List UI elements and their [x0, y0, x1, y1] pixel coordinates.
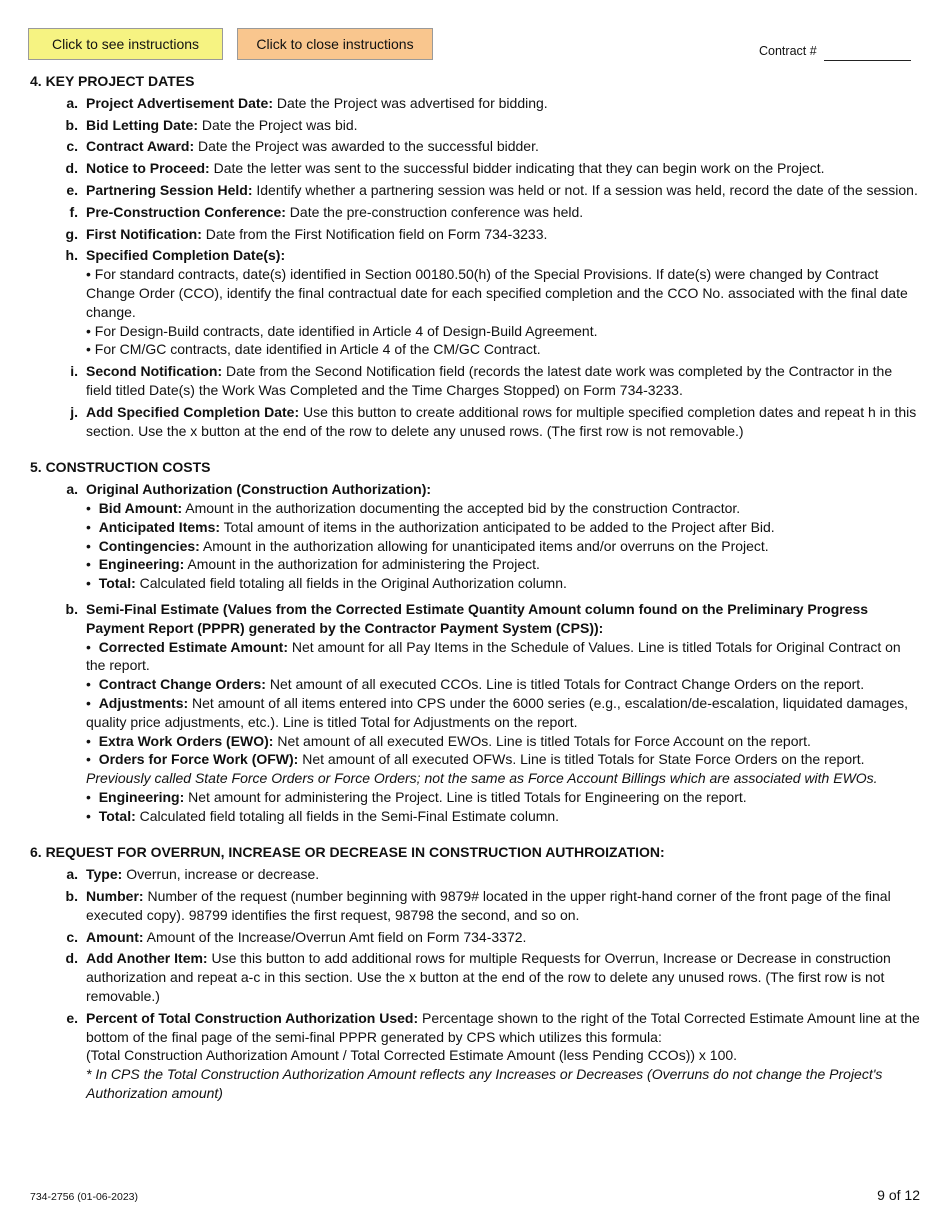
bullet-item: • Engineering: Amount in the authorization for administering the Project. — [86, 556, 540, 573]
bullet-item: • Contract Change Orders: Net amount of all executed CCOs. Line is titled Totals for Contract Change Orders on the report. — [86, 676, 865, 693]
page-number: 9 of 12 — [877, 1187, 920, 1203]
list-item: j. Add Specified Completion Date: Use this button to create additional rows for multiple specified completion dates and repeat h in this section. Use the x button at the end of the row to delete any unused rows. (The first row is not removable.) — [70, 403, 917, 439]
list-item: e. Partnering Session Held: Identify whether a partnering session was held or not. If a session was held, record the date of the session. — [66, 181, 918, 198]
contract-label: Contract # — [759, 44, 817, 58]
section-title: 6. REQUEST FOR OVERRUN, INCREASE OR DECREASE IN CONSTRUCTION AUTHROIZATION: — [30, 844, 665, 861]
section-title: 4. KEY PROJECT DATES — [30, 73, 195, 89]
list-item: d. Notice to Proceed: Date the letter was sent to the successful bidder indicating that they can begin work on the Project. — [65, 160, 825, 177]
bullet-item: • Adjustments: Net amount of all items entered into CPS under the 6000 series (e.g., escalation/de-escalation, liquidated damages, quality price adjustments, etc.). Line is titled Total for Adjustments on the report. — [86, 694, 909, 730]
formula: (Total Construction Authorization Amount / Total Corrected Estimate Amount (less Pending CCOs)) x 100. — [86, 1047, 738, 1064]
bullet-item: • Corrected Estimate Amount: Net amount for all Pay Items in the Schedule of Values. Line is titled Totals for Original Contract on the report. — [86, 638, 901, 674]
bullet-item: • Orders for Force Work (OFW): Net amount of all executed OFWs. Line is titled Totals for State Force Orders on the report. — [86, 751, 865, 768]
section-title: 5. CONSTRUCTION COSTS — [30, 459, 211, 476]
list-item: b. Bid Letting Date: Date the Project was bid. — [65, 116, 358, 133]
list-item: e. Percent of Total Construction Authorization Used: Percentage shown to the right of the Total Corrected Estimate Amount line at the bottom of the final page of the semi-final PPPR generated by CPS which utilizes this formula: (Total Construction Authorization Amount / Total Corrected Estimate Amount (less Pending CCOs)) x 100. * In CPS the Total Construction Authorization Amount reflects any Increases or Decreases (Overruns do not change the Project's Authorization amount) — [66, 1009, 920, 1102]
list-item: i. Second Notification: Date from the Second Notification field (records the latest date work was completed by the Contractor in the field titled Date(s) the Work Was Completed and the Time Charges Stopped) on Form 734-3233. — [70, 363, 893, 398]
bullet-item: • Anticipated Items: Total amount of items in the authorization anticipated to be added to the Project after Bid. — [86, 518, 775, 535]
close-instructions-button[interactable]: Click to close instructions — [237, 28, 433, 60]
form-number: 734-2756 (01-06-2023) — [30, 1191, 138, 1203]
list-item: b. Number: Number of the request (number beginning with 9879# located in the upper right-hand corner of the front page of the final executed copy). 98799 identifies the first request, 98798 the second, and so on. — [65, 888, 891, 923]
bullet-item: • Bid Amount: Amount in the authorization documenting the accepted bid by the construction Contractor. — [86, 499, 741, 516]
list-item: f. Pre-Construction Conference: Date the pre-construction conference was held. — [69, 203, 584, 220]
italic-note: Previously called State Force Orders or Force Orders; not the same as Force Account Billings which are associated with EWOs. — [86, 770, 878, 787]
section-key-project-dates — [30, 72, 920, 440]
list-item: d. Add Another Item: Use this button to add additional rows for multiple Requests for Overrun, Increase or Decrease in construction authorization and repeat a-c in this section. Use the x button at the end of the row to delete any unused rows. (The first row is not removable.) — [65, 950, 891, 1005]
list-item: a. Original Authorization (Construction Authorization): • Bid Amount: Amount in the authorization documenting the accepted bid by the construction Contractor. • Anticipated Items: Total amount of items in the authorization anticipated to be added to the Project after Bid. • Contingencies: Amount in the authorization allowing for unanticipated items and/or overruns on the Project. • Engineering: Amount in the authorization for administering the Project. • Total: Calculated field totaling all fields in the Original Authorization column. — [30, 480, 920, 593]
bullet-item: • Total: Calculated field totaling all fields in the Semi-Final Estimate column. — [86, 807, 560, 824]
bullet-item: • Extra Work Orders (EWO): Net amount of all executed EWOs. Line is titled Totals for Force Account on the report. — [86, 732, 811, 749]
bullet-item: • Contingencies: Amount in the authorization allowing for unanticipated items and/or overruns on the Project. — [86, 537, 769, 554]
list-item: a. Type: Overrun, increase or decrease. — [66, 866, 320, 883]
list-item: g. First Notification: Date from the First Notification field on Form 734-3233. — [65, 225, 548, 242]
list-item: a. Project Advertisement Date: Date the Project was advertised for bidding. — [66, 94, 548, 111]
italic-note: * In CPS the Total Construction Authorization Amount reflects any Increases or Decreases (Overruns do not change the Project's Authorization amount) — [86, 1066, 883, 1102]
list-item: b. Semi-Final Estimate (Values from the Corrected Estimate Quantity Amount column found on the Preliminary Progress Payment Report (PPPR) generated by the Contractor Payment System (CPS)): • Corrected Estimate Amount: Net amount for all Pay Items in the Schedule of Values. Line is titled Totals for Original Contract on the report. • Contract Change Orders: Net amount of all executed CCOs. Line is titled Totals for Contract Change Orders on the report. • Adjustments: Net amount of all items entered into CPS under the 6000 series (e.g., escalation/de-escalation, liquidated damages, quality price adjustments, etc.). Line is titled Total for Adjustments on the report. • Extra Work Orders (EWO): Net amount of all executed EWOs. Line is titled Totals for Force Account on the report. • Orders for Force Work (OFW): Net amount of all executed OFWs. Line is titled Totals for State Force Orders on the report. Previously called State Force Orders or Force Orders; not the same as Force Account Billings which are associated with EWOs. • Engineering: Net amount for administering the Project. Line is titled Totals for Engineering on the report. • Total: Calculated field totaling all fields in the Semi-Final Estimate column. — [30, 600, 920, 826]
bullet-item: • Engineering: Net amount for administering the Project. Line is titled Totals for Engineering on the report. — [86, 788, 747, 805]
bullet-item: • Total: Calculated field totaling all fields in the Original Authorization column. — [86, 575, 567, 592]
list-item: h. Specified Completion Date(s): • For standard contracts, date(s) identified in Section 00180.50(h) of the Special Provisions. If date(s) were changed by Contract Change Order (CCO), identify the final contractual date for each specified completion and the CCO No. associated with the final date change. • For Design-Build contracts, date identified in Article 4 of Design-Build Agreement. • For CM/GC contracts, date identified in Article 4 of the CM/GC Contract. — [65, 247, 908, 358]
list-item: c. Contract Award: Date the Project was awarded to the successful bidder. — [66, 138, 539, 155]
instructions-content — [30, 72, 920, 1121]
contract-number-field[interactable] — [824, 60, 911, 61]
list-item: c. Amount: Amount of the Increase/Overrun Amt field on Form 734-3372. — [66, 928, 527, 945]
see-instructions-button[interactable]: Click to see instructions — [28, 28, 223, 60]
section-construction-costs — [30, 458, 920, 825]
section-overrun-request — [30, 843, 920, 1102]
